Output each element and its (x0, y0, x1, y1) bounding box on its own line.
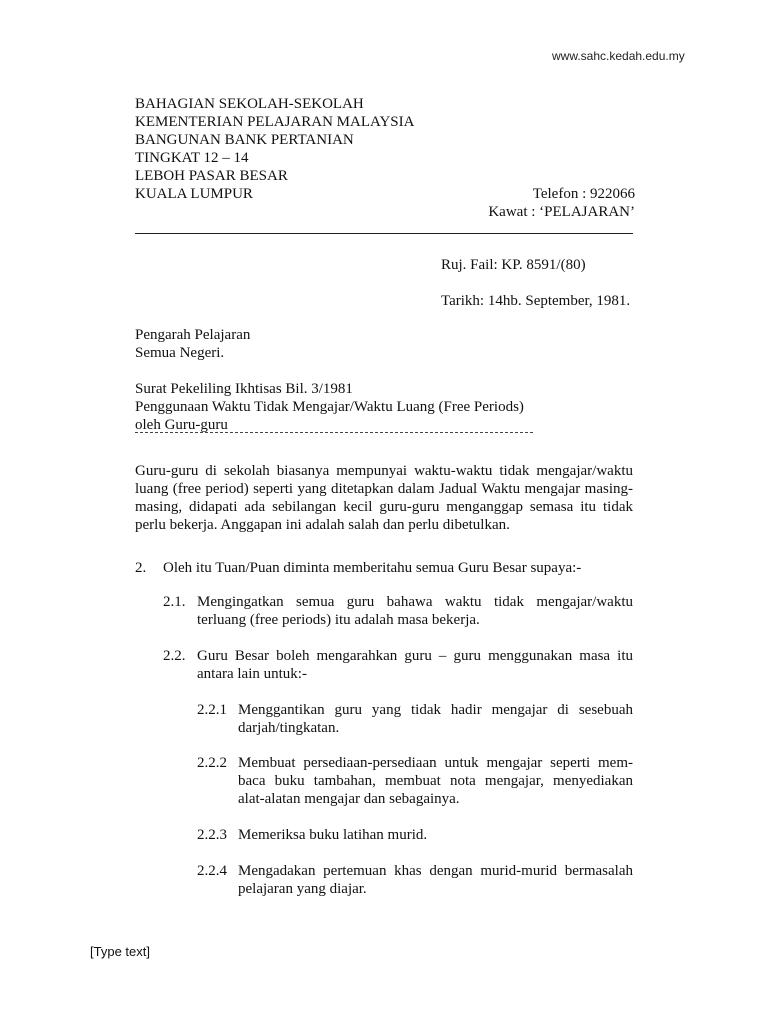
letter-date: Tarikh: 14hb. September, 1981. (441, 293, 631, 309)
item-line: Menggantikan guru yang tidak hadir mengajar di sesebuah (238, 702, 633, 718)
item-line: Memeriksa buku latihan murid. (238, 827, 428, 843)
address-line: BANGUNAN BANK PERTANIAN (135, 132, 354, 148)
item-2-2-3-text (238, 826, 633, 844)
paragraph-line: masing, didapati ada sebilangan kecil guru-guru menganggap semasa itu tidak (135, 499, 633, 515)
item-2-2-2-number: 2.2.2 (197, 755, 227, 771)
item-2-2-1-number: 2.2.1 (197, 702, 227, 718)
item-line: Membuat persediaan-persediaan untuk mengajar seperti mem- (238, 755, 633, 771)
item-line: alat-alatan mengajar dan sebagainya. (238, 791, 460, 807)
item-2-1-number: 2.1. (163, 594, 186, 610)
address-line: LEBOH PASAR BESAR (135, 168, 288, 184)
address-city: KUALA LUMPUR (135, 186, 253, 202)
item-line: Guru Besar boleh mengarahkan guru – guru menggunakan masa itu (197, 648, 633, 664)
subject-divider (135, 432, 533, 433)
address-line: TINGKAT 12 – 14 (135, 150, 249, 166)
subject-line: Surat Pekeliling Ikhtisas Bil. 3/1981 (135, 381, 353, 397)
header-divider (135, 233, 633, 234)
item-2-2-4-number: 2.2.4 (197, 863, 227, 879)
recipient-line: Pengarah Pelajaran (135, 327, 251, 343)
item-2-1-text (197, 593, 633, 629)
letterhead-address (135, 95, 635, 221)
paragraph-line: perlu bekerja. Anggapan ini adalah salah dan perlu dibetulkan. (135, 517, 510, 533)
paragraph-1 (135, 462, 633, 534)
item-2-2-4-text (238, 862, 633, 898)
item-2-2-2-text (238, 754, 633, 808)
subject-line: oleh Guru-guru (135, 417, 228, 433)
item-2-number: 2. (135, 560, 147, 576)
item-2-2-1-text (238, 701, 633, 737)
subject-line: Penggunaan Waktu Tidak Mengajar/Waktu Luang (Free Periods) (135, 399, 524, 415)
address-line-with-phone (135, 185, 635, 203)
recipient (135, 326, 250, 362)
recipient-line: Semua Negeri. (135, 345, 225, 361)
item-line: baca buku tambahan, membuat nota mengajar, menyediakan (238, 773, 633, 789)
paragraph-line: Guru-guru di sekolah biasanya mempunyai waktu-waktu tidak mengajar/waktu (135, 463, 633, 479)
item-2-2-number: 2.2. (163, 648, 186, 664)
file-reference: Ruj. Fail: KP. 8591/(80) (441, 257, 586, 273)
item-2-text: Oleh itu Tuan/Puan diminta memberitahu semua Guru Besar supaya:- (163, 560, 582, 576)
website-url: www.sahc.kedah.edu.my (552, 49, 685, 63)
item-line: Mengadakan pertemuan khas dengan murid-murid bermasalah (238, 863, 633, 879)
item-line: pelajaran yang diajar. (238, 881, 367, 897)
item-line: terluang (free periods) itu adalah masa bekerja. (197, 612, 480, 628)
item-line: antara lain untuk:- (197, 666, 307, 682)
item-2-2-3-number: 2.2.3 (197, 827, 227, 843)
item-line: darjah/tingkatan. (238, 720, 340, 736)
item-2-2-text (197, 647, 633, 683)
footer-placeholder: [Type text] (90, 944, 150, 959)
subject-block (135, 380, 524, 434)
paragraph-line: luang (free period) seperti yang ditetapkan dalam Jadual Waktu mengajar masing- (135, 481, 633, 497)
telephone: Telefon : 922066 (532, 186, 635, 202)
telegram-line (135, 203, 635, 221)
address-line: KEMENTERIAN PELAJARAN MALAYSIA (135, 114, 415, 130)
address-line: BAHAGIAN SEKOLAH-SEKOLAH (135, 96, 364, 112)
item-line: Mengingatkan semua guru bahawa waktu tidak mengajar/waktu (197, 594, 633, 610)
telegram: Kawat : ‘PELAJARAN’ (488, 204, 635, 220)
